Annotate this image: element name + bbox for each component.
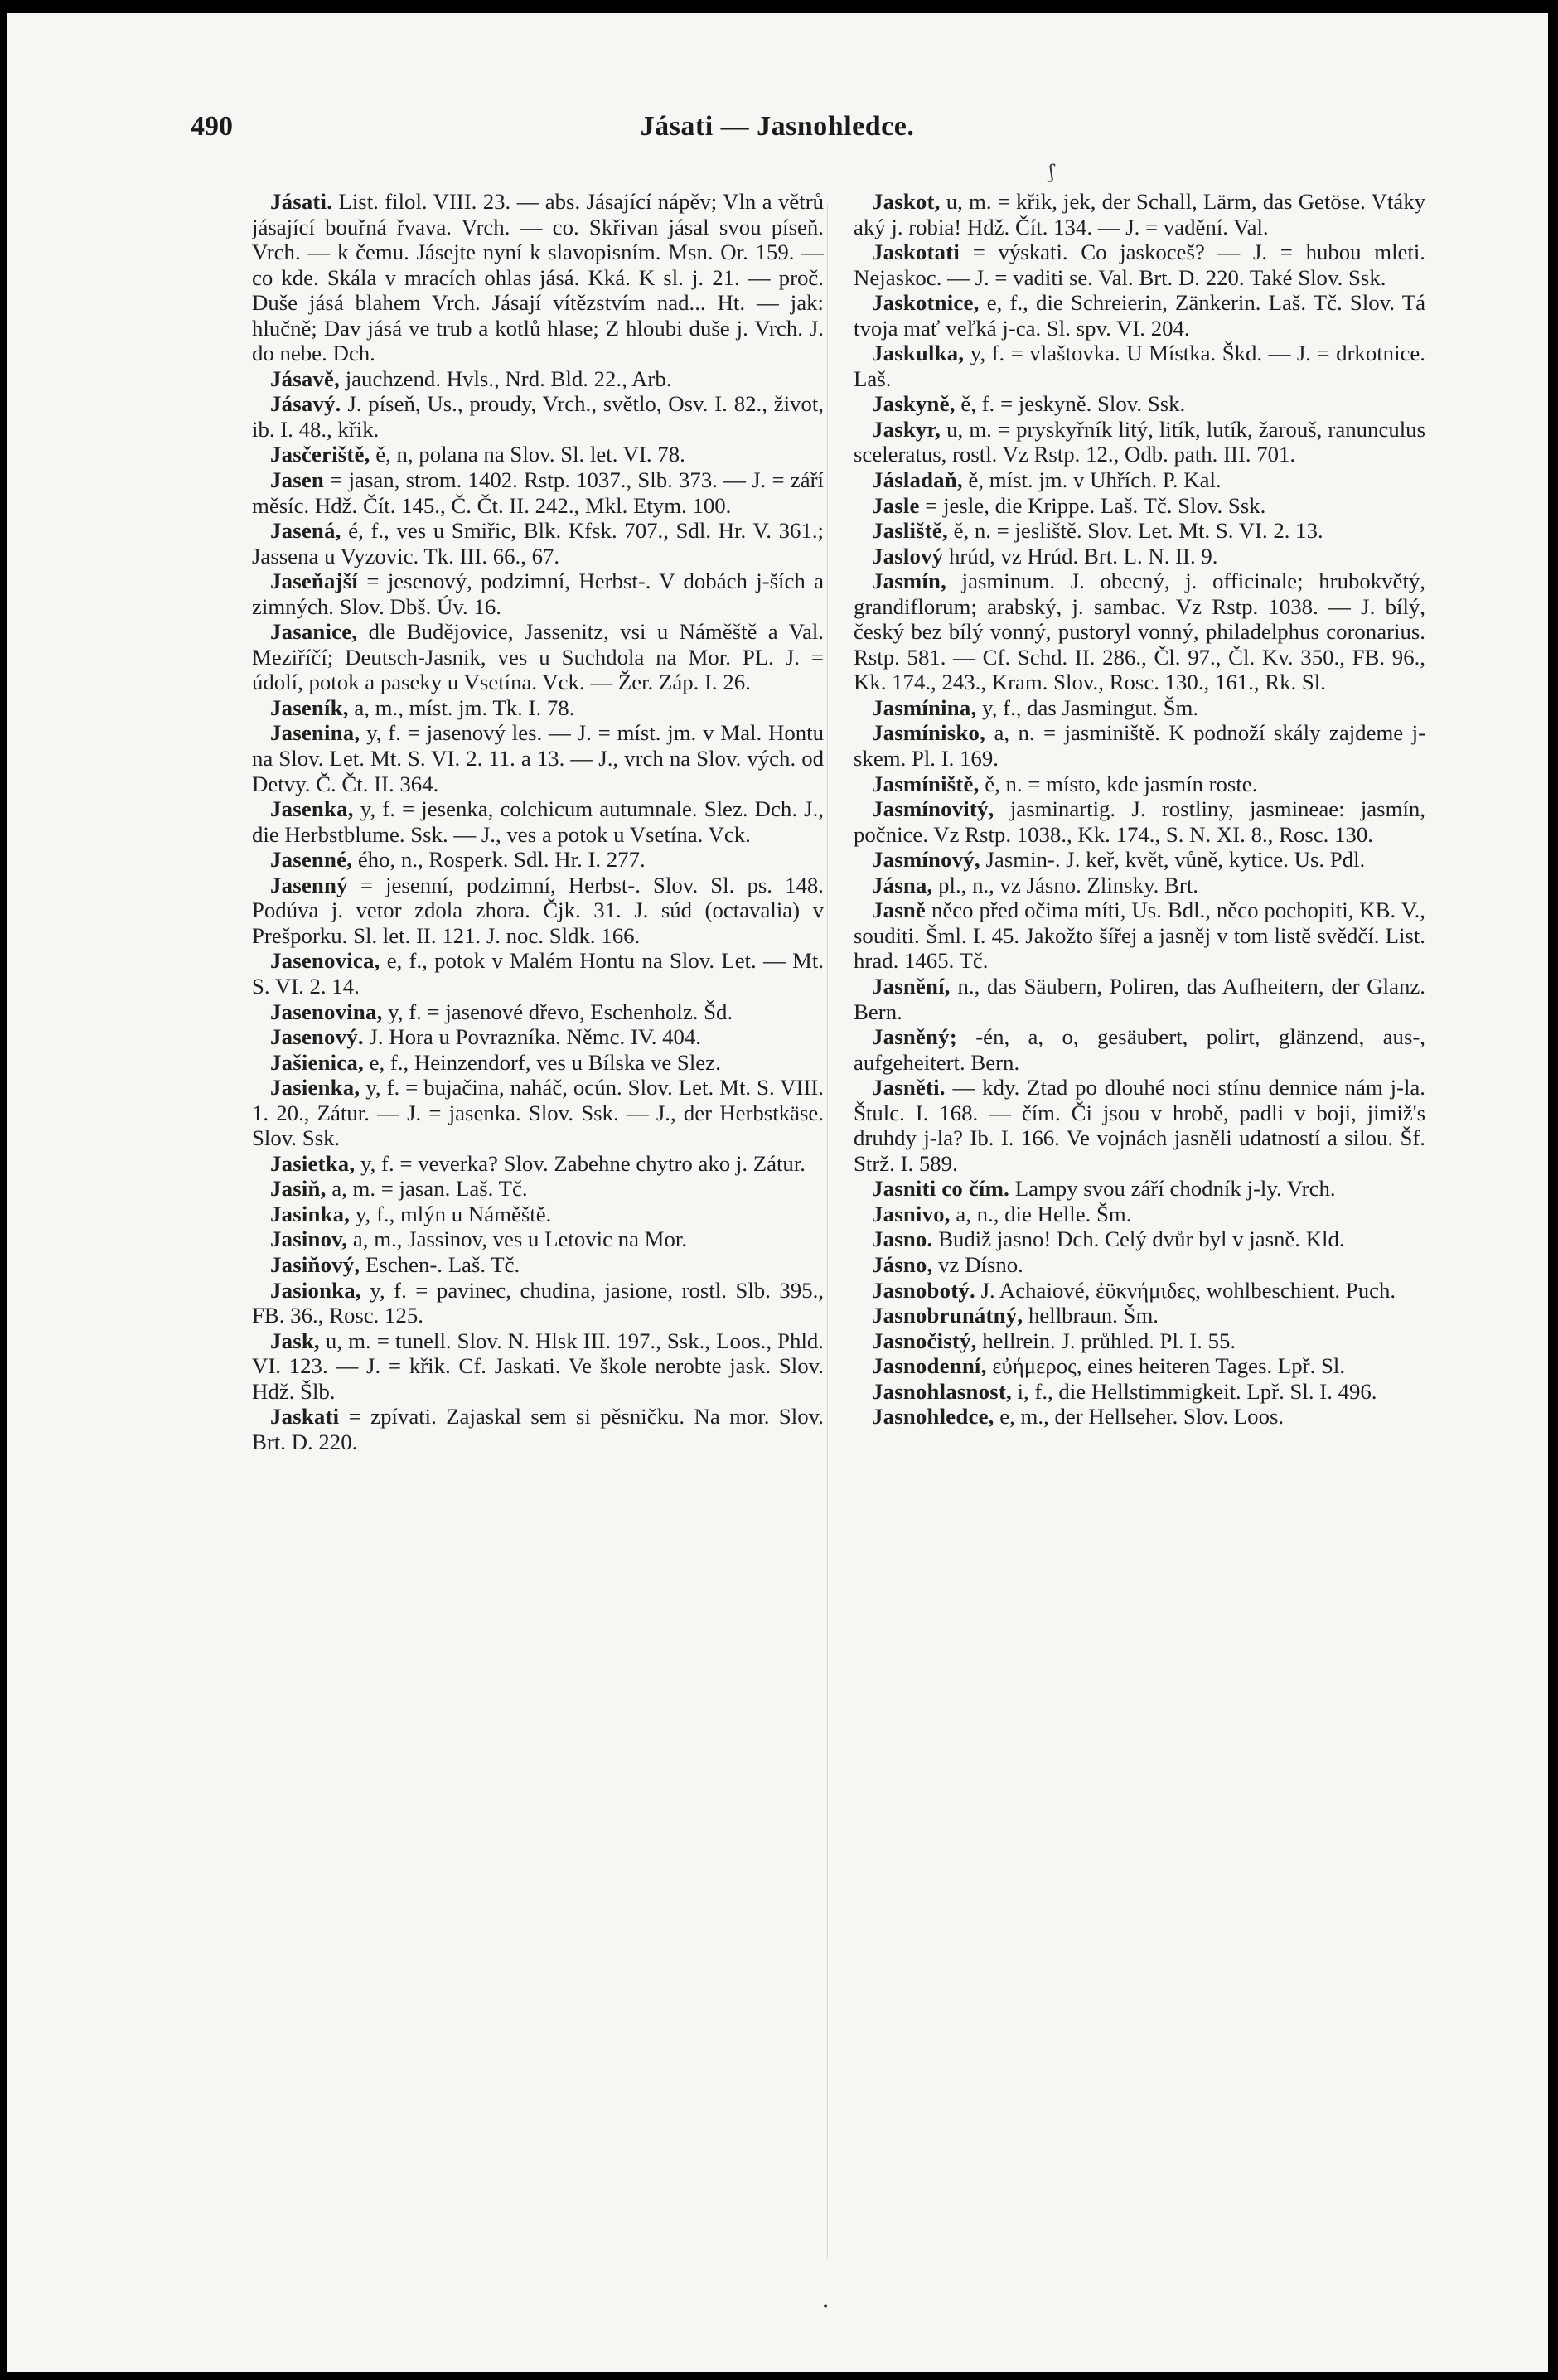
- dictionary-entry: [854, 1226, 1425, 1252]
- entry-headword: Jasniti co čím.: [872, 1176, 1009, 1202]
- dictionary-entry: [252, 695, 824, 721]
- dictionary-entry: [252, 467, 824, 518]
- entry-headword: Jásladaň,: [872, 467, 963, 493]
- entry-definition: a, m., míst. jm. Tk. I. 78.: [354, 694, 575, 720]
- entry-definition: ě, n. = jesliště. Slov. Let. Mt. S. VI. 2. 13.: [953, 518, 1323, 544]
- entry-headword: Jasietka,: [270, 1150, 356, 1176]
- entry-definition: jauchzend. Hvls., Nrd. Bld. 22., Arb.: [345, 365, 672, 391]
- entry-headword: Jasnobrunátný,: [872, 1303, 1023, 1328]
- entry-definition: n., das Säubern, Poliren, das Aufheitern, der Glanz. Bern.: [854, 973, 1425, 1024]
- dictionary-entry: [854, 290, 1425, 341]
- dictionary-entry: [854, 493, 1425, 519]
- entry-headword: Jasmín,: [872, 568, 946, 594]
- entry-headword: Jasnivo,: [872, 1201, 951, 1226]
- dictionary-entry: [252, 847, 824, 873]
- entry-headword: Jasenovica,: [270, 948, 380, 974]
- entry-headword: Jaskot,: [872, 189, 941, 214]
- entry-headword: Jasienka,: [270, 1075, 360, 1101]
- entry-definition: pl., n., vz Jásno. Zlinsky. Brt.: [938, 872, 1198, 897]
- entry-headword: Jasnodenní,: [872, 1353, 987, 1379]
- dictionary-entry: [252, 1252, 824, 1278]
- entry-headword: Jasinka,: [270, 1201, 351, 1226]
- entry-definition: jasminartig. J. rostliny, jasmineae: jasmín, počnice. Vz Rstp. 1038., Kk. 174., S. N. XI. 8., Rosc. 130.: [854, 796, 1425, 847]
- dictionary-entry: [854, 1404, 1425, 1429]
- entry-headword: Jasně: [872, 897, 927, 923]
- entry-headword: Jásavý.: [270, 391, 341, 417]
- entry-definition: Budiž jasno! Dch. Celý dvůr byl v jasně. Kld.: [938, 1226, 1345, 1252]
- entry-definition: e, f., Heinzendorf, ves u Bílska ve Slez.: [369, 1049, 721, 1075]
- dictionary-entry: [854, 189, 1425, 239]
- entry-definition: y, f. = veverka? Slov. Zabehne chytro ako j. Zátur.: [360, 1150, 806, 1176]
- page-number: 490: [191, 111, 233, 142]
- dictionary-entry: [854, 796, 1425, 847]
- dictionary-entry: [854, 1303, 1425, 1328]
- entry-headword: Jásno,: [872, 1251, 933, 1277]
- entry-definition: y, f. = jesenka, colchicum autumnale. Slez. Dch. J., die Herbstblume. Ssk. — J., ves a potok u Vsetína. Vck.: [252, 796, 824, 847]
- entry-definition: a, n., die Helle. Šm.: [956, 1201, 1132, 1226]
- dictionary-entry: [854, 518, 1425, 544]
- entry-definition: ě, f. = jeskyně. Slov. Ssk.: [960, 391, 1186, 417]
- entry-definition: ě, míst. jm. v Uhřích. P. Kal.: [968, 467, 1222, 493]
- entry-definition: vz Dísno.: [938, 1251, 1023, 1277]
- entry-headword: Jasnobotý.: [872, 1277, 975, 1303]
- entry-definition: a, m. = jasan. Laš. Tč.: [331, 1176, 528, 1202]
- entry-definition: y, f., das Jasmingut. Šm.: [982, 694, 1199, 720]
- entry-headword: Jasmínovitý,: [872, 796, 994, 822]
- entry-definition: = výskati. Co jaskoceš? — J. = hubou mleti. Nejaskoc. — J. = vaditi se. Val. Brt. D. 220. Také Slov. Ssk.: [854, 239, 1425, 290]
- entry-definition: é, f., ves u Smiřic, Blk. Kfsk. 707., Sdl. Hr. V. 361.; Jassena u Vyzovic. Tk. III. 66., 67.: [252, 518, 824, 568]
- entry-headword: Jasmínový,: [872, 847, 980, 873]
- entry-headword: Jasmínisko,: [872, 720, 985, 746]
- entry-headword: Jasenný: [270, 872, 348, 897]
- entry-headword: Jaseňajší: [270, 568, 359, 594]
- print-speck: ʃ: [1049, 162, 1054, 183]
- dictionary-entry: [854, 974, 1425, 1024]
- entry-definition: List. filol. VIII. 23. — abs. Jásající nápěv; Vln a větrů jásající bouřná řvava. Vrch. — co. Skřivan jásal svou píseň. Vrch. — k čemu. Jásejte nyní k slavopisním. Msn. Or. 159. — co kde. Skála v mracích ohlas jásá. Kká. K sl. j. 21. — proč. Duše jásá blahem Vrch. Jásají vítězstvím nad... Ht. — jak: hlučně; Dav jásá ve trub a kotlů hlase; Z hloubi duše j. Vrch. J. do nebe. Dch.: [252, 189, 824, 366]
- entry-definition: εὐήμερος, eines heiteren Tages. Lpř. Sl.: [992, 1353, 1346, 1379]
- entry-definition: J. píseň, Us., proudy, Vrch., světlo, Osv. I. 82., život, ib. I. 48., křik.: [252, 391, 824, 442]
- entry-headword: Jasenka,: [270, 796, 354, 822]
- dictionary-entry: [854, 1075, 1425, 1176]
- entry-headword: Jasinov,: [270, 1226, 348, 1252]
- dictionary-entry: [854, 1353, 1425, 1379]
- entry-headword: Jasněný;: [872, 1024, 957, 1050]
- entry-definition: e, m., der Hellseher. Slov. Loos.: [999, 1404, 1285, 1429]
- entry-headword: Jaskotnice,: [872, 290, 980, 316]
- entry-definition: hellbraun. Šm.: [1028, 1303, 1159, 1328]
- entry-headword: Jasiň,: [270, 1176, 327, 1202]
- dictionary-entry: [252, 873, 824, 949]
- entry-headword: Jasčeriště,: [270, 442, 370, 467]
- entry-definition: y, f. = pavinec, chudina, jasione, rostl. Slb. 395., FB. 36., Rosc. 125.: [252, 1277, 824, 1328]
- entry-headword: Jasiňový,: [270, 1251, 360, 1277]
- entry-definition: -én, a, o, gesäubert, polirt, glänzend, aus-, aufgeheitert. Bern.: [854, 1024, 1425, 1075]
- entry-headword: Jasnočistý,: [872, 1328, 977, 1353]
- entry-definition: ého, n., Rosperk. Sdl. Hr. I. 277.: [357, 847, 646, 873]
- entry-headword: Jasenné,: [270, 847, 353, 873]
- entry-headword: Jasená,: [270, 518, 341, 544]
- dictionary-entry: [252, 1202, 824, 1227]
- dictionary-entry: [854, 568, 1425, 695]
- entry-definition: hellrein. J. průhled. Pl. I. 55.: [982, 1328, 1236, 1353]
- dictionary-entry: [252, 619, 824, 695]
- dictionary-entry: [854, 1024, 1425, 1075]
- entry-headword: Jásavě,: [270, 365, 341, 391]
- entry-definition: u, m. = křik, jek, der Schall, Lärm, das Getöse. Vtáky aký j. robia! Hdž. Čít. 134. — J. = vadění. Val.: [854, 189, 1425, 239]
- dictionary-entry: [252, 1024, 824, 1050]
- dictionary-entry: [252, 948, 824, 999]
- left-column: [252, 189, 824, 2277]
- entry-headword: Jasanice,: [270, 619, 358, 645]
- entry-definition: = jesenní, podzimní, Herbst-. Slov. Sl. ps. 148. Podúva j. vetor zdola zhora. Čjk. 31. J. súd (octavalia) v Prešporku. Sl. let. II. 121. J. noc. Sldk. 166.: [252, 872, 824, 948]
- entry-definition: u, m. = pryskyřník litý, litík, lutík, žarouš, ranunculus sceleratus, rostl. Vz Rstp. 12., Odb. path. III. 701.: [854, 416, 1425, 467]
- entry-definition: y, f. = vlaštovka. U Místka. Škd. — J. = drkotnice. Laš.: [854, 341, 1425, 391]
- dictionary-entry: [252, 189, 824, 366]
- dictionary-entry: [854, 772, 1425, 797]
- dictionary-entry: [252, 1404, 824, 1454]
- entry-definition: = jesenový, podzimní, Herbst-. V dobách j-ších a zimných. Slov. Dbš. Úv. 16.: [252, 568, 824, 619]
- entry-headword: Jaskulka,: [872, 341, 965, 366]
- entry-definition: Eschen-. Laš. Tč.: [365, 1251, 520, 1277]
- entry-definition: e, f., die Schreierin, Zänkerin. Laš. Tč. Slov. Tá tvoja mať veľká j-ca. Sl. spv. VI. 204.: [854, 290, 1425, 341]
- entry-headword: Jasnění,: [872, 973, 951, 999]
- dictionary-entry: [854, 1202, 1425, 1227]
- entry-definition: Jasmin-. J. keř, květ, vůně, kytice. Us. Pdl.: [985, 847, 1366, 873]
- dictionary-entry: [252, 796, 824, 847]
- dictionary-entry: [252, 720, 824, 796]
- entry-headword: Jaskyr,: [872, 416, 941, 442]
- right-column: [854, 189, 1425, 2277]
- entry-headword: Jásna,: [872, 872, 933, 897]
- entry-definition: y, f. = jasenový les. — J. = míst. jm. v Mal. Hontu na Slov. Let. Mt. S. VI. 2. 11. a 13. — J., vrch na Slov. vých. od Detvy. Č. Čt. II. 364.: [252, 720, 824, 796]
- entry-definition: y, f. = bujačina, naháč, ocún. Slov. Let. Mt. S. VIII. 1. 20., Zátur. — J. = jasenka. Slov. Ssk. — J., der Herbstkäse. Slov. Ssk.: [252, 1075, 824, 1151]
- entry-definition: = zpívati. Zajaskal sem si pěsničku. Na mor. Slov. Brt. D. 220.: [252, 1404, 824, 1454]
- entry-definition: y, f. = jasenové dřevo, Eschenholz. Šd.: [388, 999, 733, 1024]
- entry-definition: u, m. = tunell. Slov. N. Hlsk III. 197., Ssk., Loos., Phld. VI. 123. — J. = křik. Cf. Jaskati. Ve škole nerobte jask. Slov. Hdž. Šlb.: [252, 1328, 824, 1404]
- dictionary-entry: [252, 391, 824, 442]
- dictionary-entry: [854, 417, 1425, 467]
- dictionary-page: [7, 13, 1548, 2372]
- entry-headword: Jasenovina,: [270, 999, 383, 1024]
- dictionary-entry: [854, 873, 1425, 898]
- dictionary-entry: [252, 366, 824, 392]
- entry-definition: a, n. = jasminiště. K podnoží skály zajdeme j-skem. Pl. I. 169.: [854, 720, 1425, 772]
- dictionary-entry: [252, 518, 824, 568]
- dictionary-entry: [854, 1252, 1425, 1278]
- entry-definition: jasminum. J. obecný, j. officinale; hrubokvětý, grandiflorum; arabský, j. sambac. Vz Rstp. 1038. — J. bílý, český bez bílý vonný, pustoryl vonný, philadelphus coronarius. Rstp. 581. — Cf. Schd. II. 286., Čl. 97., Čl. Kv. 350., FB. 96., Kk. 174., 243., Kram. Slov., Rosc. 130., 161., Rk. Sl.: [854, 568, 1425, 695]
- entry-definition: ě, n. = místo, kde jasmín roste.: [985, 771, 1258, 796]
- dictionary-entry: [252, 1050, 824, 1076]
- entry-headword: Jasenový.: [270, 1024, 364, 1050]
- dictionary-entry: [854, 847, 1425, 873]
- column-gutter: [827, 204, 828, 2259]
- entry-definition: dle Budějovice, Jassenitz, vsi u Náměště a Val. Meziříčí; Deutsch-Jasnik, ves u Suchdola na Mor. PL. J. = údolí, potok a paseky u Vsetína. Vck. — Žer. Záp. I. 26.: [252, 619, 824, 695]
- entry-headword: Jasle: [872, 492, 920, 518]
- dictionary-entry: [252, 442, 824, 467]
- dictionary-entry: [252, 568, 824, 619]
- entry-definition: Lampy svou září chodník j-ly. Vrch.: [1014, 1176, 1336, 1202]
- dictionary-entry: [854, 544, 1425, 569]
- dictionary-entry: [854, 1278, 1425, 1304]
- dictionary-entry: [252, 1075, 824, 1151]
- entry-definition: e, f., potok v Malém Hontu na Slov. Let. — Mt. S. VI. 2. 14.: [252, 948, 824, 999]
- dictionary-entry: [854, 897, 1425, 974]
- entry-headword: Jašienica,: [270, 1049, 364, 1075]
- entry-headword: Jasnohledce,: [872, 1404, 994, 1429]
- dictionary-entry: [854, 1176, 1425, 1202]
- dictionary-entry: [854, 467, 1425, 493]
- dictionary-entry: [252, 1328, 824, 1405]
- entry-definition: i, f., die Hellstimmigkeit. Lpř. Sl. I. 496.: [1017, 1378, 1377, 1404]
- entry-headword: Jaskyně,: [872, 391, 956, 417]
- dictionary-entry: [252, 1151, 824, 1177]
- entry-headword: Jaskati: [270, 1404, 340, 1429]
- dictionary-entry: [252, 999, 824, 1025]
- entry-definition: — kdy. Ztad po dlouhé noci stínu dennice nám j-la. Štulc. I. 168. — čím. Či jsou v hrobě, padli v boji, jimiž's druhdy j-la? Ib. I. 166. Ve vojnách jasněli udatností a silou. Šf. Strž. I. 589.: [854, 1075, 1425, 1176]
- entry-definition: něco před očima míti, Us. Bdl., něco pochopiti, KB. V., souditi. Šml. I. 45. Jakožto šířej a jasněj v tom listě svědčí. List. hrad. 1465. Tč.: [854, 897, 1425, 974]
- entry-headword: Jasnohlasnost,: [872, 1378, 1012, 1404]
- entry-definition: = jesle, die Krippe. Laš. Tč. Slov. Ssk.: [925, 492, 1266, 518]
- entry-definition: = jasan, strom. 1402. Rstp. 1037., Slb. 373. — J. = září měsíc. Hdž. Čít. 145., Č. Čt. II. 242., Mkl. Etym. 100.: [252, 467, 824, 518]
- dictionary-entry: [854, 1379, 1425, 1405]
- dictionary-entry: [854, 1328, 1425, 1354]
- entry-definition: y, f., mlýn u Náměště.: [355, 1201, 552, 1226]
- entry-headword: Jásati.: [270, 189, 333, 214]
- dictionary-entry: [854, 239, 1425, 290]
- entry-definition: hrúd, vz Hrúd. Brt. L. N. II. 9.: [948, 543, 1218, 568]
- entry-headword: Jasenina,: [270, 720, 360, 746]
- entry-definition: J. Hora u Povrazníka. Němc. IV. 404.: [369, 1024, 702, 1050]
- dictionary-entry: [854, 695, 1425, 721]
- entry-headword: Jaseník,: [270, 694, 349, 720]
- dictionary-entry: [252, 1176, 824, 1202]
- dictionary-entry: [252, 1226, 824, 1252]
- entry-definition: a, m., Jassinov, ves u Letovic na Mor.: [352, 1226, 688, 1252]
- print-speck: •: [822, 2300, 830, 2314]
- entry-headword: Jasno.: [872, 1226, 933, 1252]
- dictionary-entry: [854, 341, 1425, 391]
- page-header: [7, 103, 1548, 152]
- dictionary-entry: [854, 720, 1425, 771]
- entry-headword: Jaskotati: [872, 239, 960, 265]
- dictionary-entry: [854, 391, 1425, 417]
- entry-definition: J. Achaiové, ἐϋκνήμιδες, wohlbeschient. Puch.: [980, 1277, 1396, 1303]
- entry-headword: Jasněti.: [872, 1075, 946, 1101]
- entry-headword: Jasen: [270, 467, 325, 493]
- entry-headword: Jask,: [270, 1328, 320, 1353]
- entry-headword: Jasmínina,: [872, 694, 977, 720]
- dictionary-entry: [252, 1278, 824, 1328]
- entry-definition: ě, n, polana na Slov. Sl. let. VI. 78.: [375, 442, 685, 467]
- entry-headword: Jasliště,: [872, 518, 948, 544]
- entry-headword: Jasmíniště,: [872, 771, 980, 796]
- running-head: Jásati — Jasnohledce.: [640, 111, 915, 142]
- entry-headword: Jasionka,: [270, 1277, 361, 1303]
- entry-headword: Jaslový: [872, 543, 944, 568]
